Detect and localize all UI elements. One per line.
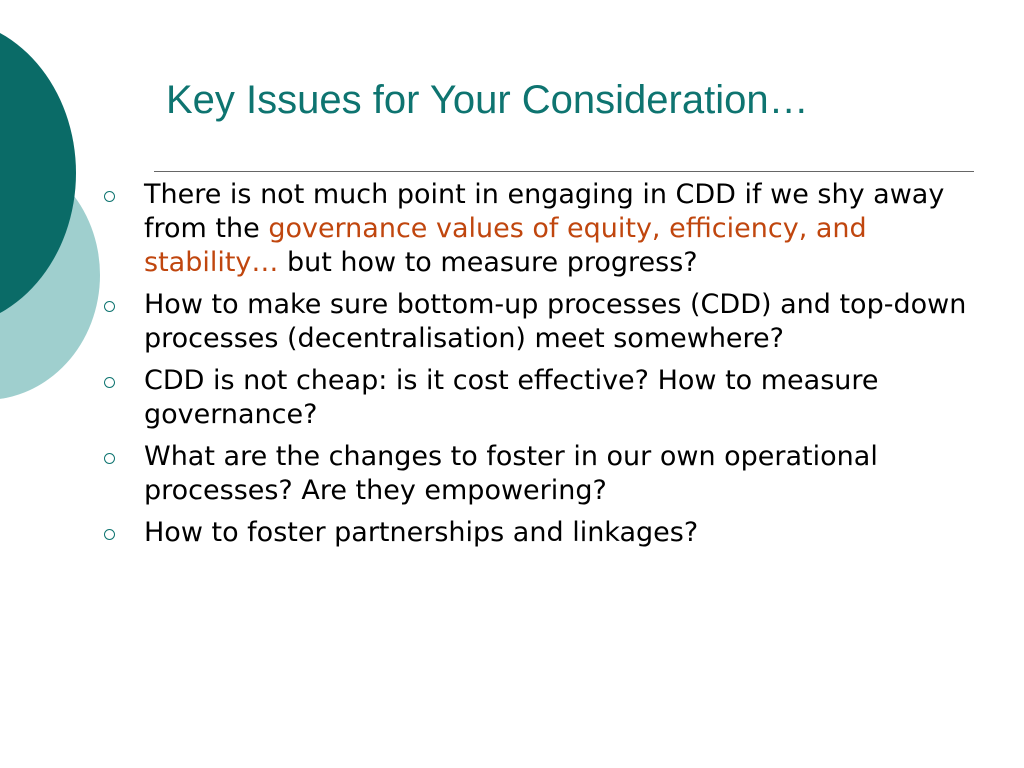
bullet-item [104,288,1004,356]
bullet-item [104,516,1004,550]
bullet-text: How to make sure bottom-up processes (CDD) and top-down processes (decentralisation) meet somewhere? [144,289,967,354]
bullet-item [104,178,1004,280]
title-divider [154,171,974,172]
circle-bullet-icon [104,453,115,464]
bullet-text: There is not much point in engaging in CDD if we shy away from the [144,179,945,244]
circle-bullet-icon [104,191,115,202]
bullet-text: but how to measure progress? [278,247,698,278]
circle-bullet-icon [104,529,115,540]
bullet-item [104,440,1004,508]
bullet-text: What are the changes to foster in our own operational processes? Are they empowering? [144,441,878,506]
circle-bullet-icon [104,301,115,312]
bullet-item [104,364,1004,432]
bullet-list [104,178,1004,558]
bullet-text: How to foster partnerships and linkages? [144,517,699,548]
slide-title: Key Issues for Your Consideration… [166,78,809,122]
bullet-text: CDD is not cheap: is it cost effective? How to measure governance? [144,365,879,430]
circle-bullet-icon [104,377,115,388]
bullet-highlight-text: governance values of equity, efficiency, and stability… [144,213,867,278]
